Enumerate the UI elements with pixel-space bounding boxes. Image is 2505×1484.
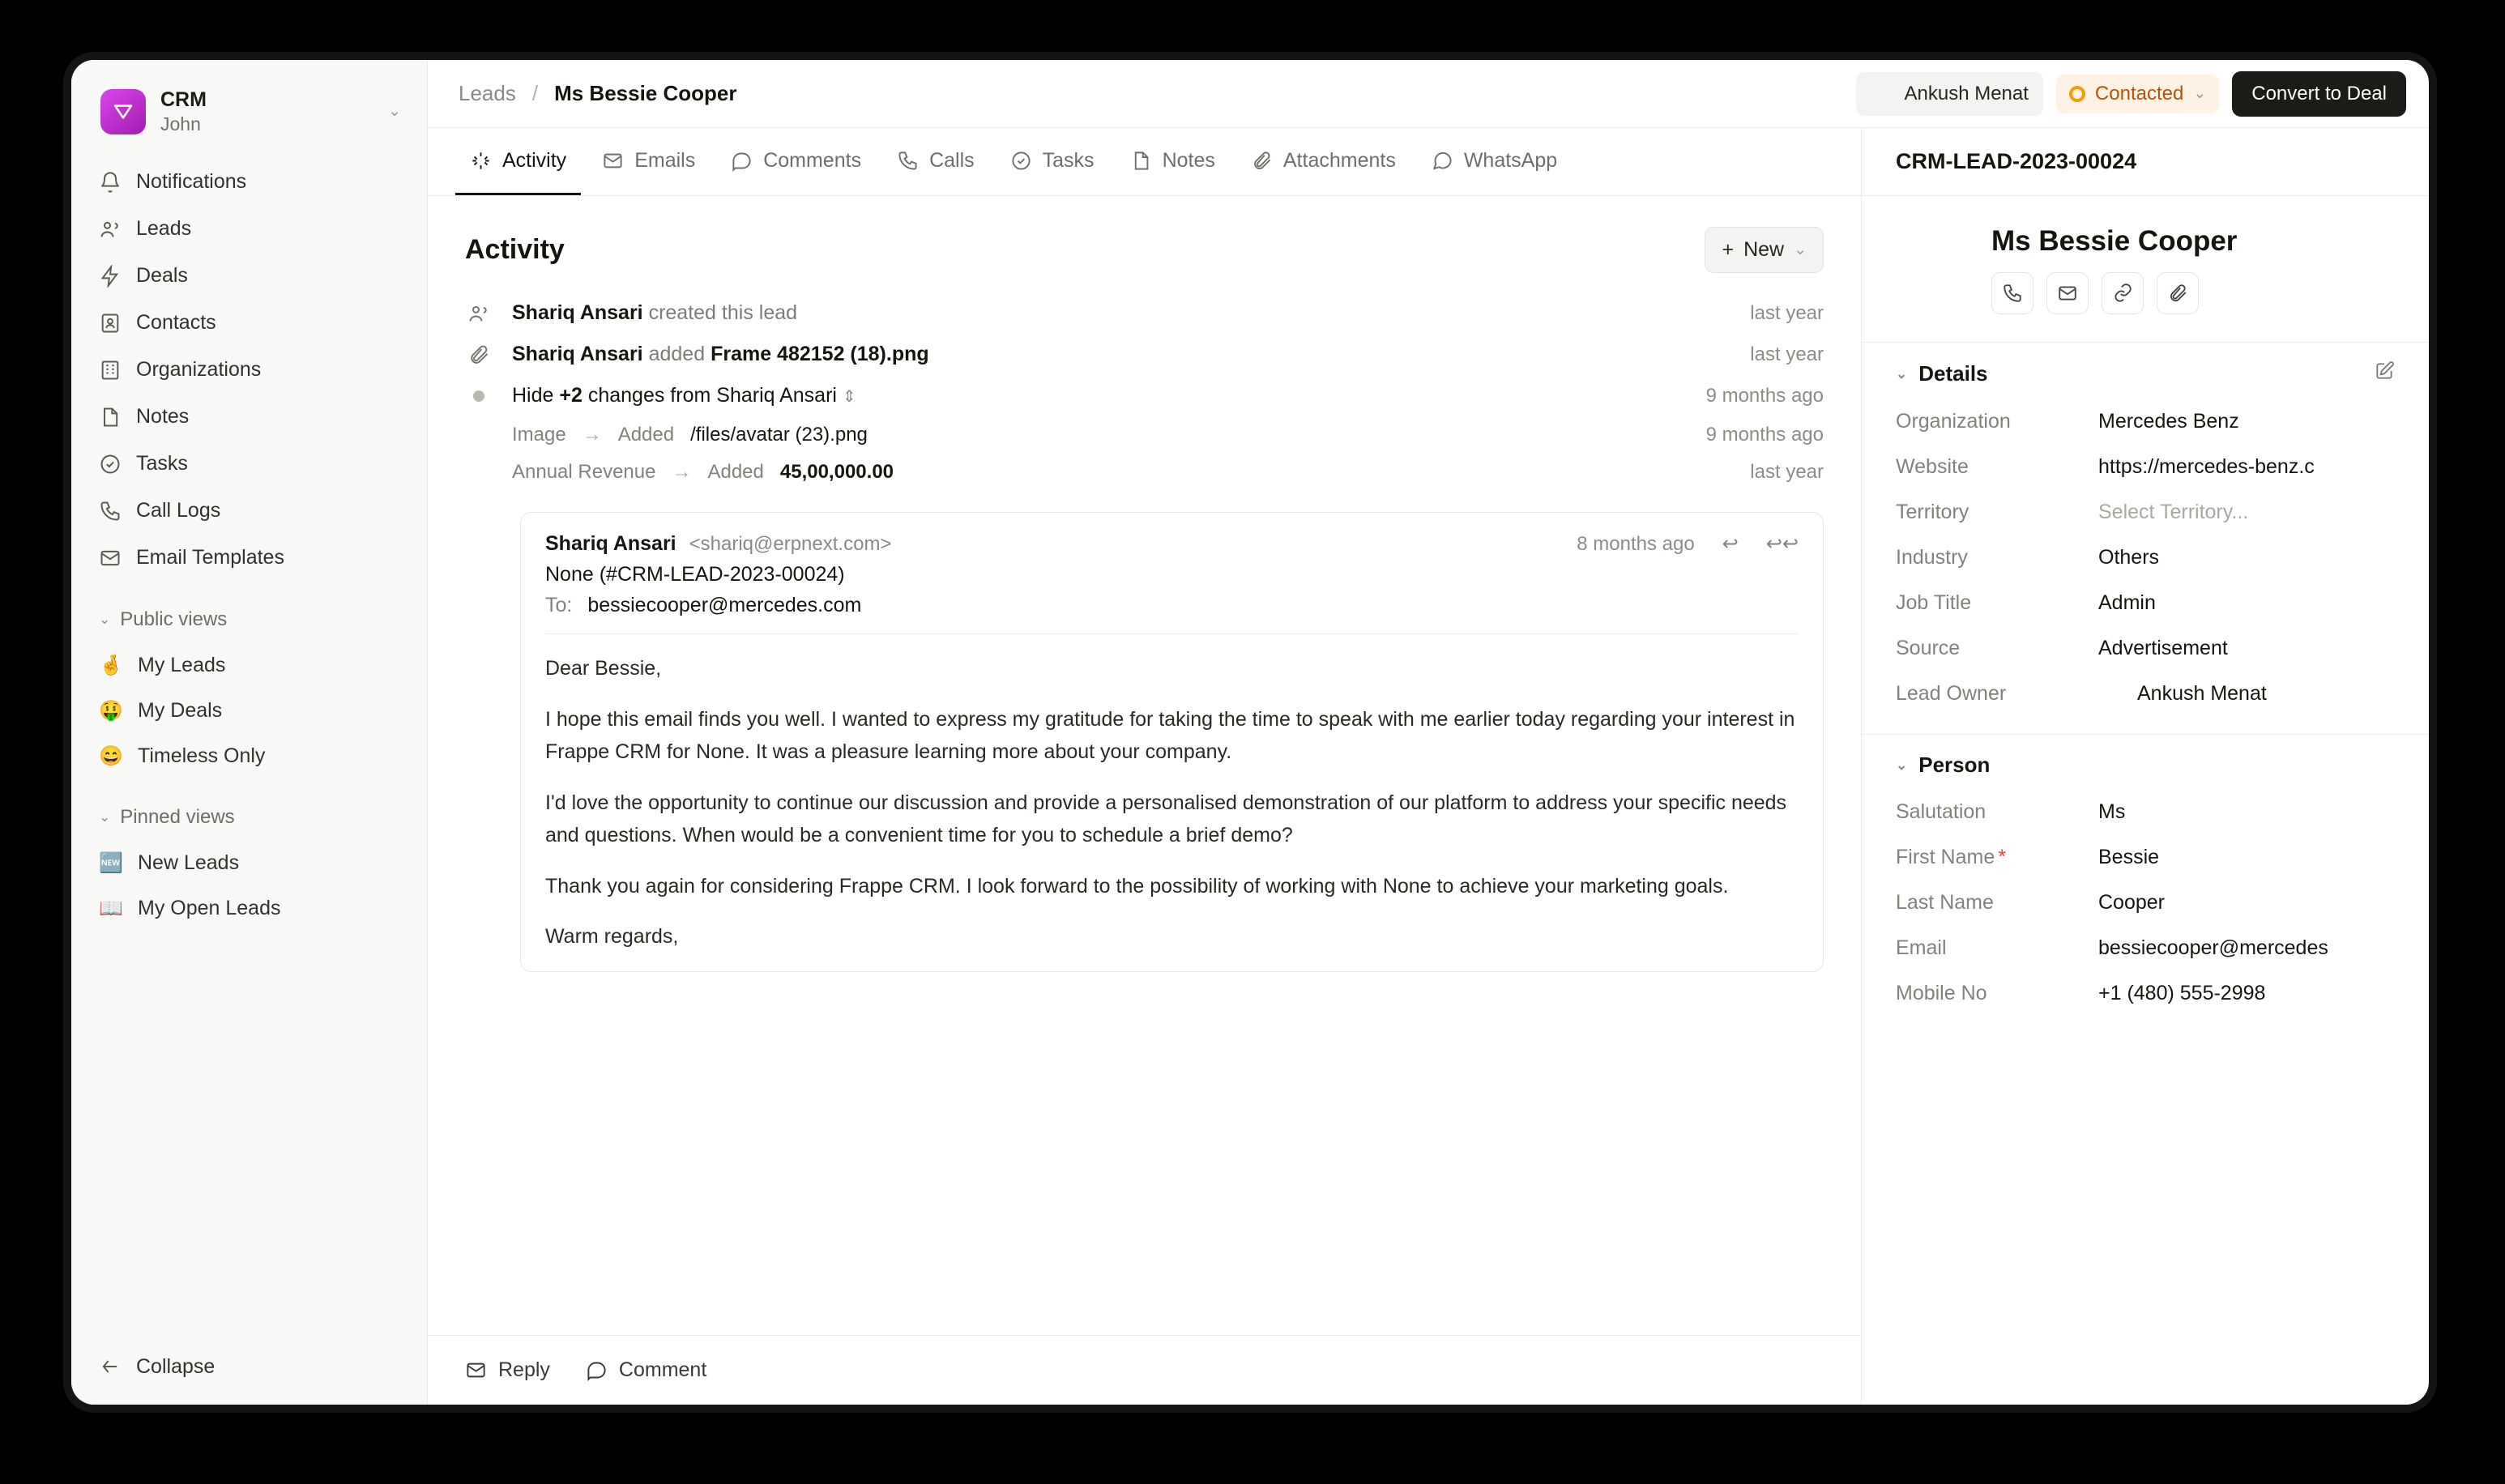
sidebar-item-notifications[interactable] (87, 159, 411, 206)
arrow-right-icon: → (672, 461, 692, 483)
collapse-icon (99, 1355, 122, 1378)
email-paragraph: Dear Bessie, (545, 657, 662, 680)
tab-activity[interactable] (455, 128, 581, 195)
sidebar-item-leads[interactable] (87, 206, 411, 253)
sidebar-item-label: Notes (136, 405, 190, 429)
comment-label: Comment (618, 1358, 707, 1381)
record-name: Ms Bessie Cooper (1991, 225, 2238, 257)
chevron-down-icon: ⌄ (1794, 241, 1807, 258)
tab-attachments[interactable] (1236, 128, 1410, 195)
reply-icon[interactable]: ↩ (1722, 533, 1739, 555)
scroll-fade (428, 1278, 1861, 1335)
change-value: /files/avatar (23).png (690, 424, 868, 446)
composer-bar (428, 1335, 1861, 1405)
record-id: CRM-LEAD-2023-00024 (1862, 128, 2429, 196)
tab-notes[interactable] (1116, 128, 1230, 195)
reply-label: Reply (498, 1358, 550, 1381)
field-label: Territory (1896, 500, 1969, 523)
field-value: Mercedes Benz (2098, 409, 2239, 433)
whatsapp-icon (1432, 150, 1453, 172)
email-subject: None (#CRM-LEAD-2023-00024) (545, 563, 845, 586)
comments-icon (731, 150, 753, 172)
workspace-title: CRM (160, 88, 207, 111)
activity-feed (428, 196, 1861, 1335)
change-action: Added (707, 461, 764, 483)
lead-owner-pill[interactable] (1856, 72, 2043, 116)
breadcrumb-separator: / (531, 81, 539, 105)
person-section-header[interactable] (1862, 735, 2429, 789)
activity-actor: Shariq Ansari (512, 343, 643, 365)
email-body (545, 634, 1799, 953)
sidebar-item-my-deals[interactable] (87, 689, 411, 734)
activity-time: last year (1750, 343, 1824, 365)
field-value: +1 (480) 555-2998 (2098, 981, 2266, 1004)
field-value: Admin (2098, 591, 2156, 614)
field-value: Others (2098, 545, 2160, 569)
email-paragraph: I'd love the opportunity to continue our discussion and provide a personalised demonstration of our platform to address your specific needs and questions. When would be a convenient time for you to schedule a brief demo? (545, 791, 1787, 846)
tab-calls[interactable] (882, 128, 989, 195)
field-label: Email (1896, 936, 1947, 959)
sidebar (71, 60, 428, 1405)
changes-count: +2 (559, 384, 583, 407)
sidebar-item-my-leads[interactable] (87, 643, 411, 689)
field-source[interactable] (1862, 625, 2429, 671)
field-label: Last Name (1896, 890, 1994, 914)
change-field: Image (512, 424, 566, 446)
details-section-header[interactable] (1862, 343, 2429, 399)
change-time: last year (1750, 461, 1824, 483)
tasks-icon (99, 453, 122, 475)
mail-icon (99, 547, 122, 569)
field-label: Salutation (1896, 800, 1987, 823)
field-first-name[interactable] (1862, 834, 2429, 880)
tab-emails[interactable] (587, 128, 710, 195)
sidebar-item-new-leads[interactable] (87, 841, 411, 886)
paperclip-icon (465, 343, 493, 366)
new-leads-emoji-icon: 🆕 (99, 852, 123, 875)
my-open-leads-emoji-icon: 📖 (99, 898, 123, 920)
field-label-wrapper (1896, 846, 2098, 869)
user-plus-icon (465, 302, 493, 325)
details-panel (1862, 128, 2429, 1405)
view-item-label: My Open Leads (138, 897, 281, 920)
field-value: https://mercedes-benz.c (2098, 454, 2315, 478)
field-last-name[interactable] (1862, 880, 2429, 925)
notes-icon (99, 406, 122, 429)
lead-owner-name: Ankush Menat (1904, 82, 2029, 104)
chevron-down-icon: ⌄ (388, 103, 401, 121)
emails-icon (602, 150, 624, 172)
collapse-label: Collapse (136, 1354, 216, 1378)
deals-icon (99, 265, 122, 288)
avatar[interactable] (1896, 220, 1970, 295)
sidebar-nav (71, 159, 427, 582)
field-value: bessiecooper@mercedes (2098, 936, 2328, 959)
field-territory[interactable] (1862, 489, 2429, 535)
view-item-label: Timeless Only (138, 744, 266, 768)
activity-object: Frame 482152 (18).png (711, 343, 929, 365)
view-item-label: My Leads (138, 654, 226, 677)
public-views-header[interactable] (87, 599, 411, 640)
email-header (545, 532, 1799, 556)
details-section-title: Details (1918, 361, 1988, 386)
email-sender: Shariq Ansari (545, 532, 676, 555)
field-job-title[interactable] (1862, 580, 2429, 625)
center-pane (428, 128, 1862, 1405)
organizations-icon (99, 359, 122, 382)
activity-icon (470, 150, 492, 172)
topbar (428, 60, 2429, 128)
change-time: 9 months ago (1705, 424, 1824, 446)
tab-label: Calls (929, 148, 975, 172)
status-dot-icon (2069, 86, 2085, 102)
bullet-icon (473, 390, 484, 402)
new-activity-button[interactable] (1705, 227, 1824, 273)
change-field: Annual Revenue (512, 461, 656, 483)
link-icon[interactable] (2102, 272, 2144, 314)
person-section-title: Person (1918, 753, 1991, 777)
activity-header (465, 196, 1824, 292)
changes-hide-label: Hide (512, 384, 554, 407)
sidebar-item-call-logs[interactable] (87, 488, 411, 535)
email-paragraph: Warm regards, (545, 925, 679, 948)
tab-label: WhatsApp (1463, 148, 1558, 172)
plus-icon: + (1722, 238, 1735, 261)
content-split (428, 128, 2429, 1405)
workspace-user: John (160, 113, 201, 134)
activity-actor: Shariq Ansari (512, 301, 643, 324)
field-label: Source (1896, 636, 1961, 659)
reply-button[interactable] (465, 1358, 550, 1382)
tab-label: Activity (502, 148, 567, 172)
sidebar-item-label: Email Templates (136, 546, 284, 569)
main-area (428, 60, 2429, 1405)
field-mobile-no[interactable] (1862, 970, 2429, 1016)
sidebar-item-label: Deals (136, 264, 188, 288)
field-lead-owner[interactable] (1862, 671, 2429, 716)
reply-mail-icon (465, 1359, 487, 1381)
activity-item-created (465, 292, 1824, 334)
field-label: Lead Owner (1896, 681, 2007, 705)
activity-item-attachment (465, 334, 1824, 375)
chevron-down-icon: ⌄ (1896, 757, 1908, 773)
sidebar-item-tasks[interactable] (87, 441, 411, 488)
activity-time: last year (1750, 301, 1824, 324)
calls-icon (897, 150, 919, 172)
activity-changes-toggle[interactable] (465, 375, 1824, 416)
public-views-label: Public views (120, 608, 228, 630)
reply-all-icon[interactable]: ↩↩ (1765, 533, 1799, 555)
tab-label: Tasks (1042, 148, 1095, 172)
phone-icon[interactable] (1991, 272, 2033, 314)
edit-icon[interactable] (2374, 360, 2395, 387)
timeless-only-emoji-icon: 😄 (99, 745, 123, 768)
contacts-icon (99, 312, 122, 335)
sidebar-item-my-open-leads[interactable] (87, 886, 411, 932)
change-row-image (465, 416, 1824, 454)
breadcrumb-leads[interactable]: Leads (459, 81, 516, 105)
phone-icon (99, 500, 122, 522)
field-value: Ankush Menat (2137, 681, 2267, 705)
changes-time: 9 months ago (1705, 384, 1824, 407)
collapse-sidebar-button[interactable] (87, 1341, 411, 1392)
tab-label: Comments (763, 148, 862, 172)
sidebar-item-label: Leads (136, 217, 192, 241)
convert-to-deal-button[interactable]: Convert to Deal (2232, 71, 2406, 117)
new-button-label: New (1743, 238, 1785, 261)
tab-label: Emails (634, 148, 696, 172)
activity-action: added (648, 343, 706, 365)
chevron-down-icon: ⌄ (2193, 85, 2207, 102)
email-to-address: bessiecooper@mercedes.com (587, 594, 862, 616)
leads-icon (99, 218, 122, 241)
record-hero (1862, 196, 2429, 343)
sidebar-item-deals[interactable] (87, 253, 411, 300)
field-salutation[interactable] (1862, 789, 2429, 834)
avatar (2098, 680, 2126, 707)
record-quick-actions (1991, 272, 2237, 314)
activity-action: created this lead (648, 301, 798, 324)
field-value: Ms (2098, 800, 2126, 823)
pinned-views-label: Pinned views (120, 805, 235, 828)
crm-logo-icon (100, 89, 146, 134)
changes-actor: Shariq Ansari (716, 384, 837, 407)
status-badge[interactable] (2056, 75, 2219, 113)
mail-icon[interactable] (2046, 272, 2089, 314)
field-website[interactable] (1862, 444, 2429, 489)
sidebar-item-label: Call Logs (136, 499, 221, 522)
sidebar-item-label: Contacts (136, 311, 216, 335)
sidebar-item-label: Notifications (136, 170, 247, 194)
email-activity (465, 512, 1824, 972)
chevron-down-icon: ⌄ (99, 808, 111, 825)
field-label: Organization (1896, 409, 2011, 433)
change-row-annual-revenue (465, 454, 1824, 491)
tab-bar (428, 128, 1861, 196)
pinned-views-header[interactable] (87, 797, 411, 838)
sidebar-item-label: Organizations (136, 358, 262, 382)
field-industry[interactable] (1862, 535, 2429, 580)
field-email[interactable] (1862, 925, 2429, 970)
field-label: Website (1896, 454, 1969, 478)
arrow-right-icon: → (582, 424, 602, 446)
email-card[interactable] (520, 512, 1824, 972)
page-title: Activity (465, 234, 565, 265)
sidebar-item-contacts[interactable] (87, 300, 411, 347)
chevron-down-icon: ⌄ (99, 611, 111, 627)
field-organization[interactable] (1862, 399, 2429, 444)
view-item-label: New Leads (138, 851, 240, 875)
workspace-switcher[interactable] (91, 79, 411, 144)
field-value-wrapper (2098, 680, 2395, 707)
bell-icon (99, 171, 122, 194)
required-marker: * (1998, 845, 2006, 868)
comment-icon (586, 1359, 608, 1381)
field-label: Job Title (1896, 591, 1972, 614)
field-label: Industry (1896, 545, 1968, 569)
activity-item-text (512, 301, 1730, 325)
sidebar-item-timeless-only[interactable] (87, 734, 411, 779)
avatar (1863, 79, 1893, 109)
notes-icon (1130, 150, 1152, 172)
field-value: Bessie (2098, 845, 2160, 868)
attachments-icon (1251, 150, 1273, 172)
status-label: Contacted (2094, 82, 2184, 104)
view-item-label: My Deals (138, 699, 223, 723)
field-label: Mobile No (1896, 981, 1987, 1004)
sidebar-item-label: Tasks (136, 452, 188, 475)
app-window (71, 60, 2429, 1405)
activity-item-text (512, 343, 1730, 366)
field-label: First Name (1896, 845, 1995, 868)
email-time: 8 months ago (1577, 533, 1695, 555)
sidebar-spacer (71, 932, 427, 1341)
sidebar-item-notes[interactable] (87, 394, 411, 441)
changes-text: changes from (587, 384, 711, 407)
tab-comments[interactable] (716, 128, 876, 195)
tab-label: Attachments (1282, 148, 1396, 172)
my-leads-emoji-icon: 🤞 (99, 655, 123, 677)
breadcrumb-current: Ms Bessie Cooper (554, 81, 737, 105)
email-recipient-row (545, 594, 1799, 617)
sidebar-item-organizations[interactable] (87, 347, 411, 394)
tab-tasks[interactable] (996, 128, 1109, 195)
email-paragraph: I hope this email finds you well. I wanted to express my gratitude for taking the time to speak with me earlier today regarding your interest in Frappe CRM for None. It was a pleasure learning more about your company. (545, 707, 1795, 763)
email-to-label: To: (545, 594, 573, 616)
field-value: Cooper (2098, 890, 2165, 914)
avatar (465, 517, 502, 554)
tasks-icon (1010, 150, 1032, 172)
sidebar-item-email-templates[interactable] (87, 535, 411, 582)
chevron-down-icon: ⌄ (1896, 365, 1908, 382)
change-action: Added (617, 424, 675, 446)
change-value: 45,00,000.00 (779, 461, 894, 483)
comment-button[interactable] (586, 1358, 706, 1382)
my-deals-emoji-icon: 🤑 (99, 700, 123, 723)
attachment-icon[interactable] (2157, 272, 2199, 314)
chevron-updown-icon: ⇕ (842, 388, 856, 406)
tab-whatsapp[interactable] (1417, 128, 1572, 195)
tab-label: Notes (1162, 148, 1215, 172)
field-value: Advertisement (2098, 636, 2228, 659)
email-paragraph: Thank you again for considering Frappe CRM. I look forward to the possibility of working with None to achieve your marketing goals. (545, 874, 1729, 898)
field-value: Select Territory... (2098, 500, 2249, 523)
email-sender-address: <shariq@erpnext.com> (689, 533, 892, 555)
